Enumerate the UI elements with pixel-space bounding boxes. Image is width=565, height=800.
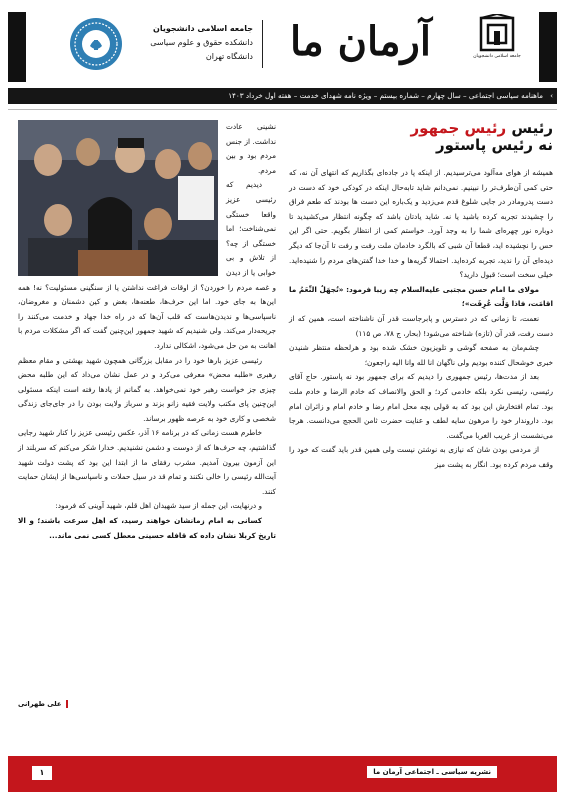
publisher-line-3: دانشگاه تهران bbox=[205, 52, 253, 61]
student-association-logo bbox=[465, 14, 529, 74]
footer-bar bbox=[8, 756, 557, 792]
left-decorative-bar bbox=[8, 12, 26, 82]
headline-line-2: نه رئیس پاستور bbox=[436, 136, 553, 154]
crowd-photo bbox=[18, 120, 218, 276]
masthead bbox=[34, 8, 531, 78]
header-divider bbox=[262, 20, 263, 68]
logo-emblem-icon bbox=[477, 14, 517, 54]
author-name: علی طهرانی bbox=[18, 700, 68, 708]
university-seal-icon bbox=[68, 16, 124, 72]
article-column-right bbox=[289, 120, 553, 472]
publication-title: آرمان ما bbox=[290, 18, 431, 65]
paragraph: نشینی عادت نداشت. از جنس مردم بود و بین مردم. bbox=[226, 122, 276, 175]
paragraph: دیدیم که رئیسی عزیز واقعا خستگی نمی‌شناخت؛ اما خستگی از چه؟ از تلاش و بی خوابی یا از دیدن و غصه مردم را خوردن؟ از اوقات فراغت نداشتن یا از سنگینی مسئولیت؟ نه! همه این‌ها به جای خود. اما این حرف‌ها، طعنه‌ها، بغض و کین دشمنان و مغروضان، ناسپاسی‌ها و ندیدن‌هاست که قلب آن‌ها که در راه خدا جهاد و خدمت می‌کنند را جریحه‌دار می‌کند. ولی شنیدیم که شهید جمهور این‌چنین گفت که اگر مشکلات مردم با اهانت به من حل می‌شود، اشکالی ندارد. bbox=[18, 180, 276, 350]
paragraph: خاطرم هست زمانی که در برنامه ۱۶ آذر، عکس رئیسی عزیز را کنار شهید رجایی گذاشتیم، چه حرف‌ها که از دوست و دشمن نشنیدیم. خدارا شکر می‌کنم که سربلند از این آزمون بیرون آمدیم. مشرب رفقای ما از ابتدا این بود که پشت دولت شهید آیت‌الله رئیسی را خالی نکنند و تمام قد در سیل حملات و ناسپاسی‌ها از ایشان حمایت کنند. bbox=[18, 428, 276, 496]
issue-info-text: ماهنامه سیاسی اجتماعی – سال چهارم – شماره بیستم – ویژه نامه شهدای خدمت – هفته اول خرداد ۱۴۰۳ bbox=[228, 91, 543, 100]
logo-caption: جامعه اسلامی دانشجویان bbox=[473, 54, 521, 59]
divider bbox=[8, 109, 557, 110]
article-column-left bbox=[18, 120, 276, 543]
article-headline bbox=[289, 120, 553, 166]
hadith-quote: مولای ما امام حسن مجتبی علیه‌السلام چه زیبا فرمود: «تُجهَلُ النِّعَمُ ما اقامَت، فاذا وَلَّت عُرِفَت»؛ bbox=[289, 284, 553, 309]
chevron-left-icon: › bbox=[550, 91, 553, 100]
paragraph: بعد از مدت‌ها، رئیس جمهوری را دیدیم که برای جمهور بود نه پاستور. حاج آقای رئیسی، رئیسی نکرد بلکه خادمی کرد؛ و الحق والانصاف که خادم الرضا و خادم ملت بود. تمام افتخارش این بود که به قولی بچه محل امام رضا و خادم امام و زائران امام بود. داروندار خود را مرهون سایه لطف و عنایت حضرت ثامن الحجج می‌دانست. هرجا می‌نشست از غریب الغربا می‌گفت. bbox=[289, 372, 553, 440]
paragraph: چشم‌مان به صفحه گوشی و تلویزیون خشک شده بود و هرلحظه منتظر شنیدن خبری خوشحال کننده بودیم ولی ناگهان انا لله وانا الیه راجعون؛ bbox=[289, 343, 553, 367]
headline-black-1: رئیس bbox=[511, 119, 553, 137]
paragraph: و درنهایت، این جمله از سید شهیدان اهل قلم، شهید آوینی که فرمود: bbox=[55, 501, 262, 511]
paragraph: نعمت، تا زمانی که در دسترس و پابرجاست قدر آن ناشناخته است، همین که از دست رفت، قدر آن (تازه) شناخته می‌شود! (بحار، ج ۷۸، ص ۱۱۵) bbox=[289, 313, 553, 338]
paragraph: رئیسی عزیز بارها خود را در مقابل بزرگانی همچون شهید بهشتی و مقام معظم رهبری «طلبه محض» معرفی می‌کرد و در عمل نشان می‌داد که این طلبه محض چیزی جز خواست رهبر خود نمی‌خواهد. به گمانم از یادها رفته است اینکه مسئولی این‌چنین پای مکتب ولایت فقیه زانو بزند و سرباز ولایت بودن را در جای‌جای زندگی شخصی و کاری خود به عرصه ظهور برساند. bbox=[18, 355, 276, 423]
paragraph: همیشه از هوای مه‌آلود می‌ترسیدیم. از اینکه پا در جاده‌ای بگذاریم که انتهای آن نه، که حتی کمی آن‌طرف‌تر را نبینیم. نمی‌دانم شاید تابه‌حال اینکه در کودکی خود که دست در دست پدرومادر در جایی شلوغ قدم می‌زدید و یک‌باره این دست ها بودند که طعم فراق را چشیدند تجربه کرده باشید یا نه. شاید یادتان باشد که چگونه انتظار می‌کشیدید تا دوباره نور چهره‌ای شما را به وجد آورد. خواستم کمی از انتظار بگویم. حتی اگر این حس را نچشیده اید، قطعا آن شبی که بالگرد خادمان ملت رفت و رفت تا آن‌جا که دیگر دیده‌ای آن را ندید، تجربه کرده‌اید. احتمالا گریه‌ها و خدا خدا گفتن‌های مردم را شنیده‌اید. خیلی سخت است؛ قبول دارید؟ bbox=[289, 168, 553, 280]
headline-red: رئیس جمهور bbox=[410, 119, 507, 137]
footer-publication-label: نشریه سیاسی ـ اجتماعی آرمان ما bbox=[367, 766, 497, 778]
closing-quote: کسانی به امام زمانشان خواهند رسید، که اهل سرعت باشند؛ و الا تاریخ کربلا نشان داده که قافله حسینی معطل کسی نمی ماند... bbox=[18, 516, 276, 540]
paragraph: از مردمی بودن شان که نیازی به نوشتن نیست ولی همین قدر باید گفت که خود را وقف مردم کرده بود. انگار به پشت میز bbox=[289, 445, 553, 469]
publisher-line-1: جامعه اسلامی دانشجویان bbox=[153, 24, 253, 33]
page-number: ۱ bbox=[32, 766, 52, 780]
right-decorative-bar bbox=[539, 12, 557, 82]
issue-info-bar bbox=[8, 88, 557, 104]
publisher-line-2: دانشکده حقوق و علوم سیاسی bbox=[150, 38, 253, 47]
publisher-block bbox=[150, 22, 253, 64]
